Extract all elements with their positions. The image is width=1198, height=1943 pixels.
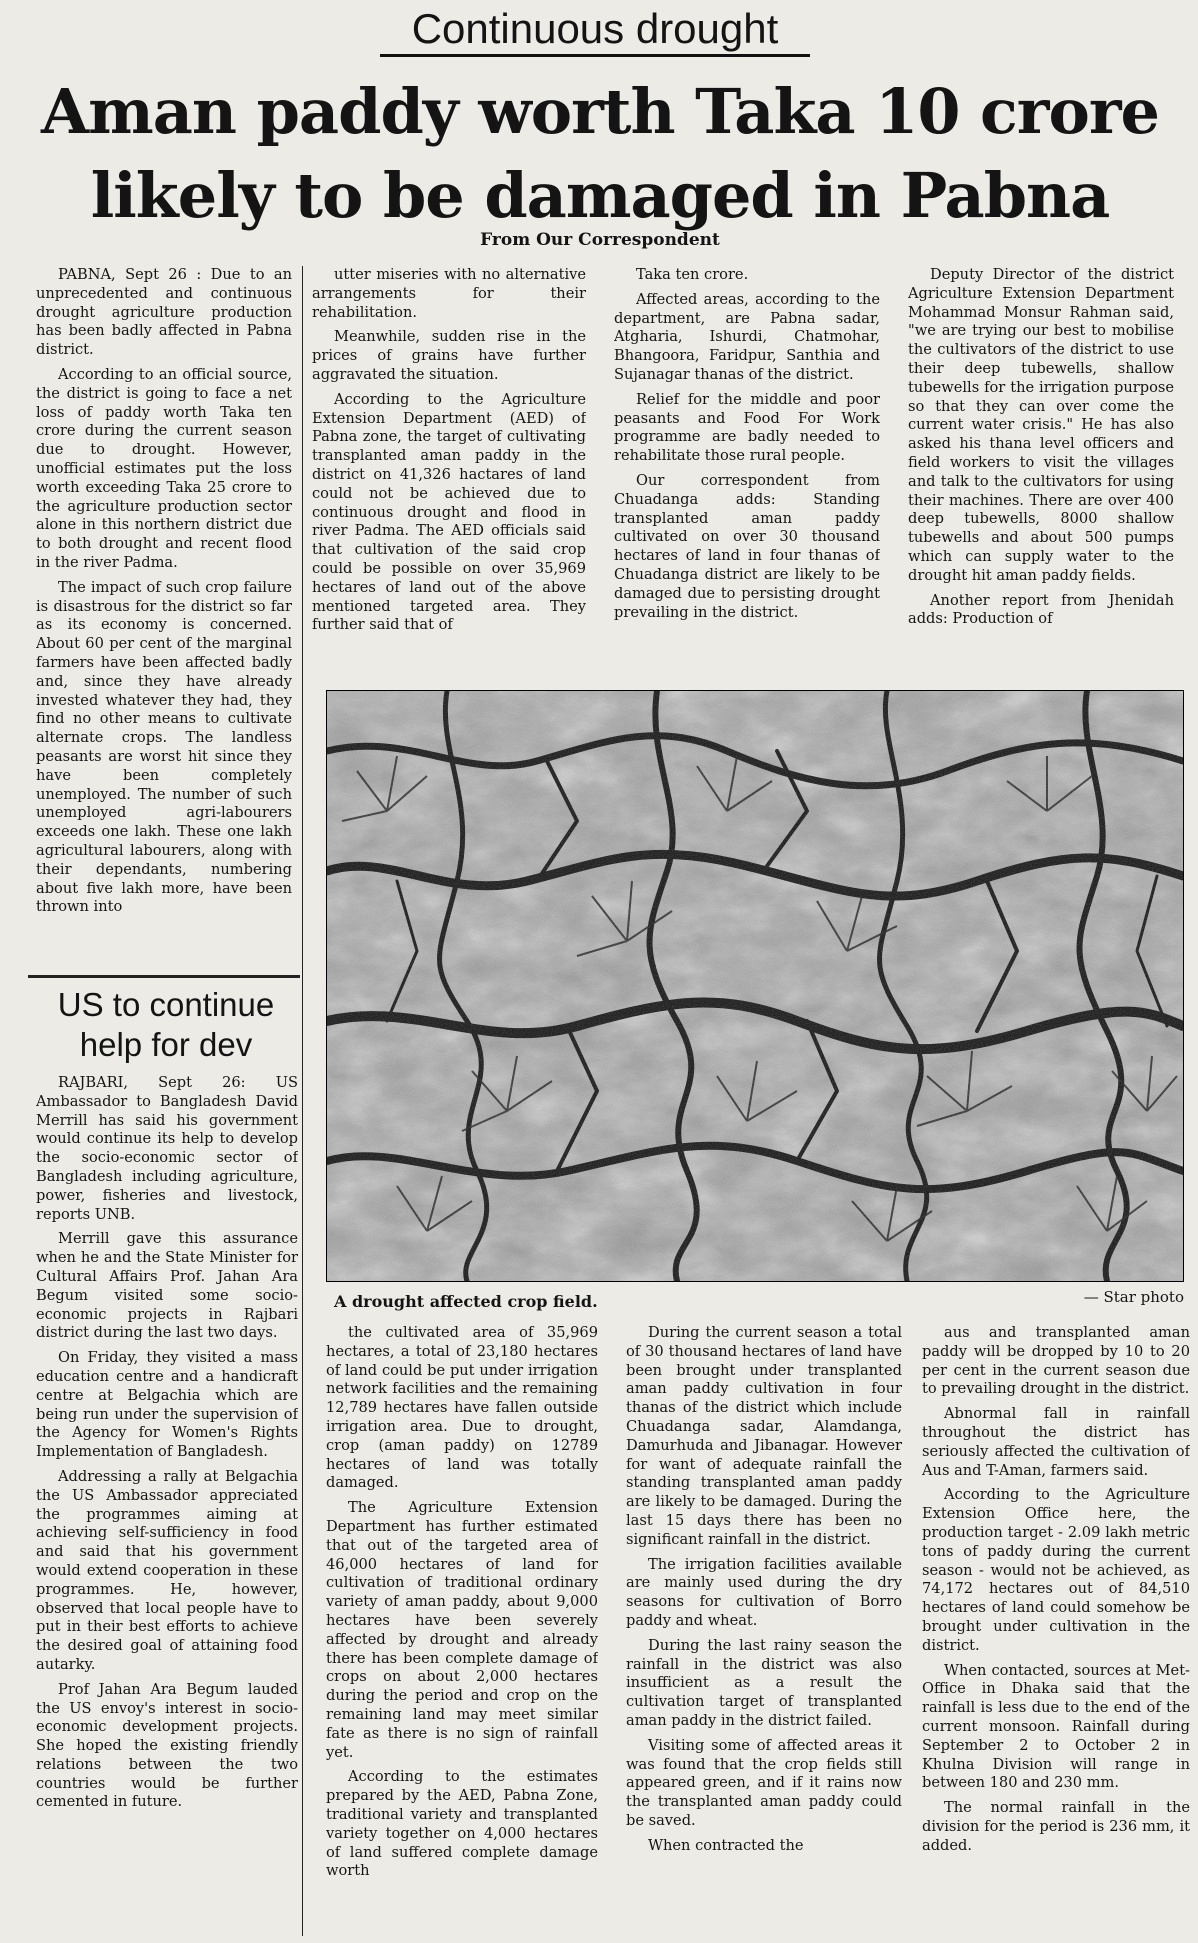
sidebar-paragraph: Merrill gave this assurance when he and the State Minister for Cultural Affairs Prof. Jahan Ara Begum visited some socio-economic projects in Rajbari district during the last two days. <box>36 1230 298 1342</box>
sidebar-paragraph: Addressing a rally at Belgachia the US Ambassador appreciated the programmes aiming at achieving self-sufficiency in food and said that his government would extend cooperation in these programmes. He, however, observed that local people have to put in their best efforts to achieve the desired goal of attaining food autarky. <box>36 1467 298 1673</box>
article-paragraph: According to the Agriculture Extension Department (AED) of Pabna zone, the target of cultivating transplanted aman paddy in the district on 41,326 hactares of land could not be achieved due to continuous drought and flood in river Padma. The AED officials said that cultivation of the said crop could be possible on over 35,969 hectares of land out of the above mentioned targeted area. They further said that of <box>312 390 586 634</box>
article-paragraph: When contracted the <box>648 1836 804 1854</box>
article-paragraph: Visiting some of affected areas it was found that the crop fields still appeared green, and if it rains now the transplanted aman paddy could be saved. <box>626 1736 902 1829</box>
article-paragraph: PABNA, Sept 26 : Due to an unprecedented and continuous drought agriculture production has been badly affected in Pabna district. <box>36 266 292 359</box>
article-paragraph: Relief for the middle and poor peasants and Food For Work programme are badly needed to rehabilitate those rural people. <box>614 390 880 465</box>
article-paragraph: Affected areas, according to the department, are Pabna sadar, Atgharia, Ishurdi, Chatmohar, Bhangoora, Faridpur, Santhia and Sujanagar thanas of the district. <box>614 290 880 383</box>
article-column-1 <box>36 266 292 972</box>
article-column-2-continued <box>326 1324 598 1936</box>
article-paragraph: aus and transplanted aman paddy will be dropped by 10 to 20 per cent in the current season due to prevailing drought in the district. <box>922 1324 1190 1398</box>
article-paragraph: During the last rainy season the rainfall in the district was also insufficient as a result the cultivation target of transplanted aman paddy in the district failed. <box>626 1636 902 1729</box>
article-paragraph: According to the Agriculture Extension Office here, the production target - 2.09 lakh metric tons of paddy during the current season - would not be achieved, as 74,172 hectares out of 84,510 hectares of land could somehow be brought under cultivation in the district. <box>922 1486 1190 1654</box>
sidebar-paragraph: RAJBARI, Sept 26: US Ambassador to Bangladesh David Merrill has said his government would continue its help to develop the socio-economic sector of Bangladesh including agriculture, power, fisheries and livestock, reports UNB. <box>36 1074 298 1223</box>
article-paragraph: Taka ten crore. <box>636 266 749 283</box>
sidebar-top-rule <box>28 975 300 978</box>
sidebar-paragraph: On Friday, they visited a mass education centre and a handicraft centre at Belgachia which are being run under the supervision of the Agency for Women's Rights Implementation of Bangladesh. <box>36 1349 298 1461</box>
article-paragraph: Our correspondent from Chuadanga adds: Standing transplanted aman paddy cultivated on over 30 thousand hectares of land in four thanas of Chuadanga district are likely to be damaged due to persisting drought prevailing in the district. <box>614 471 880 621</box>
photo-credit: — Star photo <box>1083 1288 1184 1306</box>
sidebar-headline: US to continue help for dev <box>57 986 275 1063</box>
column-rule <box>302 266 303 1936</box>
article-column-4-continued <box>922 1324 1190 1936</box>
sidebar-paragraph: Prof Jahan Ara Begum lauded the US envoy's interest in socio-economic development projects. She hoped the existing friendly relations between the two countries would be further cemented in future. <box>36 1680 298 1811</box>
byline: From Our Correspondent <box>480 230 720 250</box>
article-paragraph: The Agriculture Extension Department has further estimated that out of the targeted area of 46,000 hectares of land for cultivation of traditional ordinary variety of aman paddy, about 9,000 hectares have been severely affected by drought and already there has been complete damage of crops on about 2,000 hectares during the period and crop on the remaining land may meet similar fate as there is no sign of rainfall yet. <box>326 1499 598 1761</box>
article-paragraph: During the current season a total of 30 thousand hectares of land have been brought under transplanted aman paddy cultivation in four thanas of the district which include Chuadanga sadar, Alamdanga, Damurhuda and Jibanagar. However for want of adequate rainfall the standing transplanted aman paddy are likely to be damaged. During the last 15 days there has been no significant rainfall in the district. <box>626 1324 902 1548</box>
kicker-heading: Continuous drought <box>380 4 810 57</box>
article-paragraph: utter miseries with no alternative arrangements for their rehabilitation. <box>312 266 586 321</box>
article-paragraph: The irrigation facilities available are mainly used during the dry seasons for cultivation of Borro paddy and wheat. <box>626 1555 902 1629</box>
drought-field-photo <box>326 690 1184 1282</box>
article-column-2 <box>312 266 586 680</box>
article-paragraph: The normal rainfall in the division for the period is 236 mm, it added. <box>922 1799 1190 1854</box>
article-paragraph: According to the estimates prepared by the AED, Pabna Zone, traditional variety and transplanted variety together on 4,000 hectares of land suffered complete damage worth <box>326 1768 598 1880</box>
cracked-earth-illustration <box>327 691 1183 1281</box>
article-column-4 <box>908 266 1174 680</box>
photo-caption: A drought affected crop field. <box>334 1292 598 1311</box>
article-paragraph: Meanwhile, sudden rise in the prices of grains have further aggravated the situation. <box>312 328 586 383</box>
sidebar-story <box>36 1074 298 1936</box>
article-paragraph: According to an official source, the district is going to face a net loss of paddy worth Taka ten crore during the current season due to drought. However, unofficial estimates put the loss worth exceeding Taka 25 crore to the agriculture production sector alone in this northern district due to both drought and recent flood in the river Padma. <box>36 365 292 571</box>
article-paragraph: Abnormal fall in rainfall throughout the district has seriously affected the cultivation of Aus and T-Aman, farmers said. <box>922 1405 1190 1479</box>
main-headline: Aman paddy worth Taka 10 crore likely to be damaged in Pabna <box>41 75 1159 232</box>
article-column-3-continued <box>626 1324 902 1936</box>
article-paragraph: The impact of such crop failure is disastrous for the district so far as its economy is concerned. About 60 per cent of the marginal farmers have been affected badly and, since they have already invested whatever they had, they find no other means to cultivate alternate crops. The landless peasants are worst hit since they have been completely unemployed. The number of such unemployed agri-labourers exceeds one lakh. These one lakh agricultural labourers, along with their dependants, numbering about five lakh more, have been thrown into <box>36 578 292 916</box>
article-paragraph: Deputy Director of the district Agriculture Extension Department Mohammad Monsur Rahman said, "we are trying our best to mobilise the cultivators of the district to use their deep tubewells, shallow tubewells for the irrigation purpose so that they can over come the current water crisis." He has also asked his thana level officers and field workers to visit the villages and talk to the cultivators for using their machines. There are over 400 deep tubewells, 8000 shallow tubewells and about 500 pumps which can supply water to the drought hit aman paddy fields. <box>908 266 1174 584</box>
article-paragraph: Another report from Jhenidah adds: Production of <box>908 591 1174 628</box>
article-paragraph: the cultivated area of 35,969 hectares, a total of 23,180 hectares of land could be put under irrigation network facilities and the remaining 12,789 hectares have fallen outside irrigation area. Due to drought, crop (aman paddy) on 12789 hectares of land was totally damaged. <box>326 1324 598 1492</box>
article-column-3 <box>614 266 880 680</box>
article-paragraph: When contacted, sources at Met-Office in Dhaka said that the rainfall is less due to the end of the current monsoon. Rainfall during September 2 to October 2 in Khulna Division will range in between 180 and 230 mm. <box>922 1661 1190 1792</box>
